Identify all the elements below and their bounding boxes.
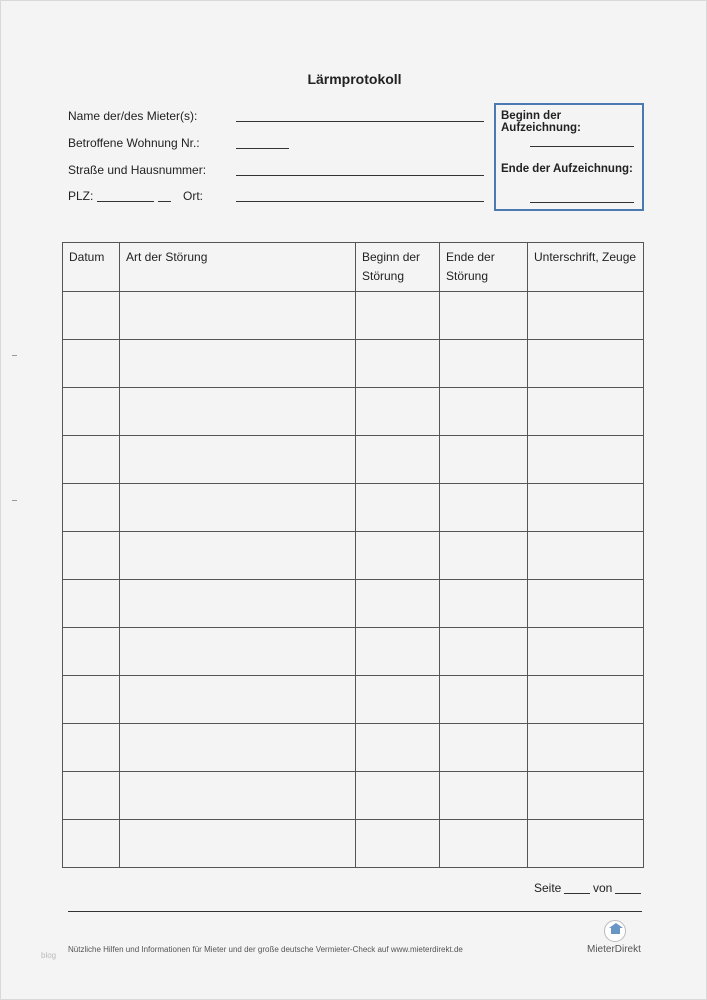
header-beginn-der-stoerung: Beginn der Störung [356,243,440,292]
table-cell[interactable] [63,820,120,868]
table-cell[interactable] [120,436,356,484]
table-cell[interactable] [440,484,528,532]
table-cell[interactable] [440,724,528,772]
table-row [63,532,644,580]
input-line-page-current[interactable] [564,893,590,894]
table-cell[interactable] [440,532,528,580]
table-cell[interactable] [120,292,356,340]
table-row [63,436,644,484]
table-header-row [63,243,644,292]
table-cell[interactable] [120,628,356,676]
mieterdirekt-logo-icon [604,920,626,942]
table-cell[interactable] [120,484,356,532]
label-seite: Seite [534,881,562,895]
table-cell[interactable] [528,724,644,772]
input-line-plz[interactable] [97,201,154,202]
table-cell[interactable] [440,292,528,340]
table-cell[interactable] [63,292,120,340]
table-cell[interactable] [528,772,644,820]
header-art-der-stoerung: Art der Störung [120,243,356,292]
table-cell[interactable] [356,628,440,676]
table-cell[interactable] [356,484,440,532]
table-cell[interactable] [440,772,528,820]
table-cell[interactable] [356,820,440,868]
table-cell[interactable] [528,676,644,724]
input-line-strasse[interactable] [236,175,484,176]
table-cell[interactable] [356,388,440,436]
input-line-end-recording[interactable] [530,202,634,203]
table-cell[interactable] [120,340,356,388]
table-cell[interactable] [440,820,528,868]
footer-divider [68,911,642,912]
header-ende-der-stoerung: Ende der Störung [440,243,528,292]
punch-mark [12,500,17,501]
label-wohnung: Betroffene Wohnung Nr.: [68,136,200,150]
mieterdirekt-logo-text: MieterDirekt [587,944,641,955]
table-cell[interactable] [440,628,528,676]
table-cell[interactable] [440,580,528,628]
table-cell[interactable] [528,628,644,676]
table-cell[interactable] [356,580,440,628]
input-line-name[interactable] [236,121,484,122]
table-row [63,580,644,628]
table-cell[interactable] [63,484,120,532]
table-row [63,340,644,388]
table-cell[interactable] [63,388,120,436]
table-row [63,820,644,868]
table-cell[interactable] [63,580,120,628]
table-cell[interactable] [528,340,644,388]
table-cell[interactable] [528,436,644,484]
label-strasse: Straße und Hausnummer: [68,163,207,177]
table-row [63,628,644,676]
table-row [63,724,644,772]
table-row [63,676,644,724]
input-line-begin-recording[interactable] [530,146,634,147]
input-line-page-total[interactable] [615,893,641,894]
table-cell[interactable] [528,388,644,436]
table-cell[interactable] [440,340,528,388]
input-line-plz-extra[interactable] [158,201,171,202]
table-cell[interactable] [63,628,120,676]
corner-watermark: blog [41,951,57,960]
table-cell[interactable] [120,676,356,724]
table-cell[interactable] [440,676,528,724]
label-end-recording: Ende der Aufzeichnung: [501,163,633,175]
label-name: Name der/des Mieter(s): [68,109,198,123]
recording-period-box [494,103,644,211]
table-cell[interactable] [63,532,120,580]
table-cell[interactable] [528,820,644,868]
input-line-wohnung[interactable] [236,148,289,149]
table-cell[interactable] [63,772,120,820]
table-cell[interactable] [528,292,644,340]
label-von: von [593,881,613,895]
document-title: Lärmprotokoll [307,71,402,87]
table-cell[interactable] [120,580,356,628]
noise-protocol-table [62,242,644,868]
table-cell[interactable] [356,532,440,580]
table-cell[interactable] [528,532,644,580]
table-cell[interactable] [63,724,120,772]
table-row [63,388,644,436]
table-cell[interactable] [63,340,120,388]
header-datum: Datum [63,243,120,292]
table-cell[interactable] [356,772,440,820]
table-cell[interactable] [356,292,440,340]
table-cell[interactable] [440,436,528,484]
table-cell[interactable] [356,676,440,724]
label-plz: PLZ: [68,189,94,203]
table-cell[interactable] [120,724,356,772]
table-row [63,484,644,532]
table-cell[interactable] [528,484,644,532]
table-cell[interactable] [120,820,356,868]
table-cell[interactable] [356,340,440,388]
table-cell[interactable] [356,436,440,484]
input-line-ort[interactable] [236,201,484,202]
table-cell[interactable] [120,388,356,436]
table-cell[interactable] [440,388,528,436]
table-cell[interactable] [528,580,644,628]
table-cell[interactable] [356,724,440,772]
table-cell[interactable] [63,436,120,484]
label-begin-recording: Beginn der Aufzeichnung: [501,110,581,134]
fold-mark [12,355,17,356]
table-cell[interactable] [63,676,120,724]
table-cell[interactable] [120,532,356,580]
label-ort: Ort: [183,189,203,203]
table-row [63,292,644,340]
header-unterschrift-zeuge: Unterschrift, Zeuge [528,243,644,292]
table-cell[interactable] [120,772,356,820]
table-row [63,772,644,820]
footer-text: Nützliche Hilfen und Informationen für Mieter und der große deutsche Vermieter-Check auf www.mieterdirekt.de [68,945,463,954]
